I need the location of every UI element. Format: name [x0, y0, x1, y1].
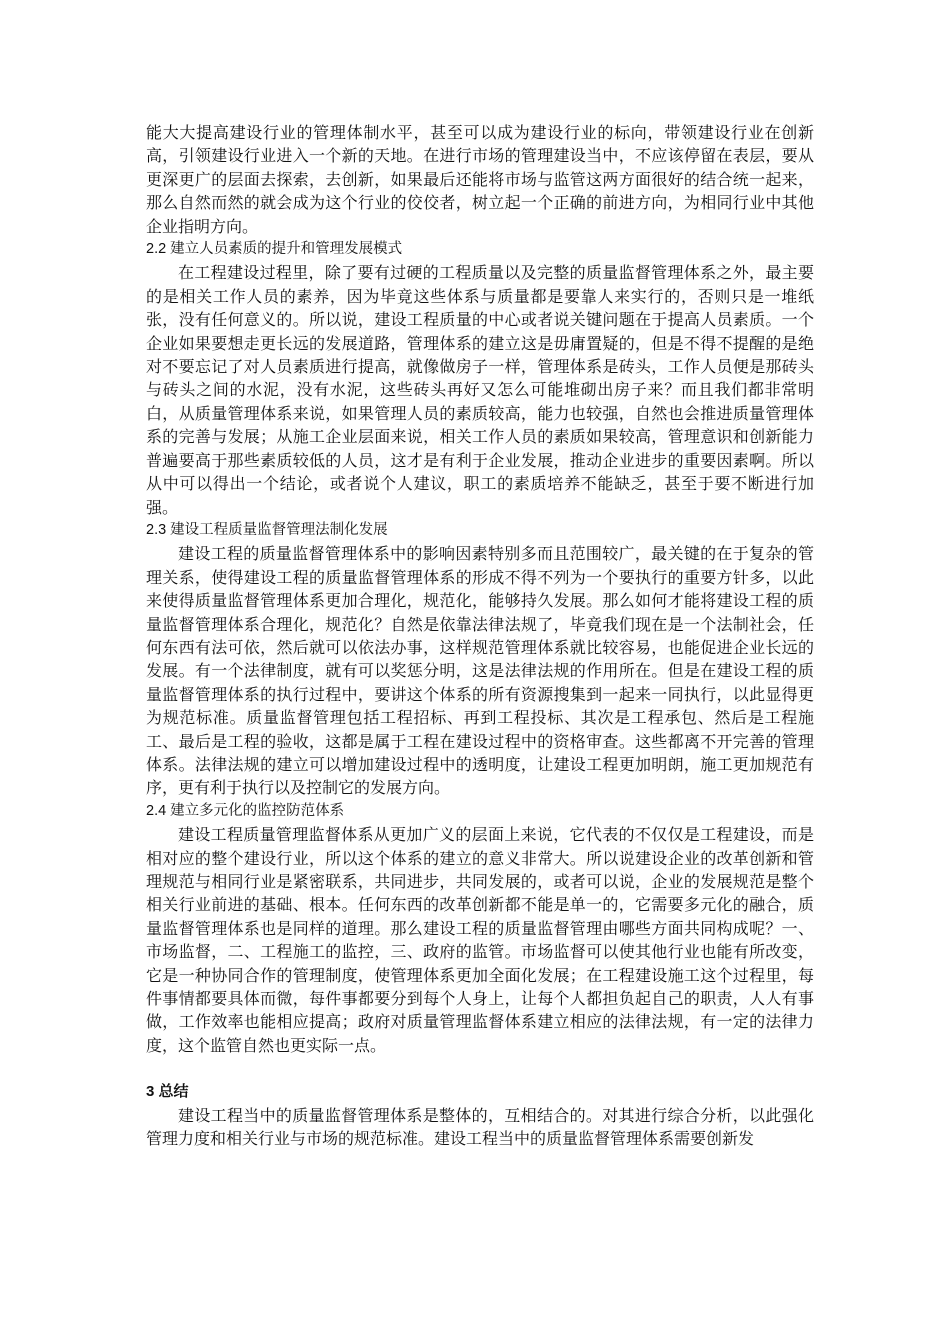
section-2-2: [146, 238, 814, 519]
section-body: 在工程建设过程里，除了要有过硬的工程质量以及完整的质量监督管理体系之外，最主要的是相关工作人员的素养，因为毕竟这些体系与质量都是要靠人来实行的，否则只是一堆纸张，没有任何意义的。所以说，建设工程质量的中心或者说关键问题在于提高人员素质。一个企业如果要想走更长远的发展道路，管理体系的建立这是毋庸置疑的，但是不得不提醒的是绝对不要忘记了对人员素质进行提高，就像做房子一样，管理体系是砖头，工作人员便是那砖头与砖头之间的水泥，没有水泥，这些砖头再好又怎么可能堆砌出房子来？而且我们都非常明白，从质量管理体系来说，如果管理人员的素质较高，能力也较强，自然也会推进质量管理体系的完善与发展；从施工企业层面来说，相关工作人员的素质如果较高，管理意识和创新能力普遍要高于那些素质较低的人员，这才是有利于企业发展，推动企业进步的重要因素啊。所以从中可以得出一个结论，或者说个人建议，职工的素质培养不能缺乏，甚至于要不断进行加强。: [146, 263, 814, 517]
section-heading: 2.3 建设工程质量监督管理法制化发展: [146, 521, 388, 538]
conclusion-section: [146, 1080, 814, 1150]
section-body: 建设工程质量管理监督体系从更加广义的层面上来说，它代表的不仅仅是工程建设，而是相对应的整个建设行业，所以这个体系的建立的意义非常大。所以说建设企业的改革创新和管理规范与相同行业是紧密联系，共同进步，共同发展的，或者可以说，企业的发展规范是整个相关行业前进的基础、根本。任何东西的改革创新都不能是单一的，它需要多元化的融合，质量监督管理体系也是同样的道理。那么建设工程的质量监督管理由哪些方面共同构成呢？一、市场监督，二、工程施工的监控，三、政府的监管。市场监督可以使其他行业也能有所改变，它是一种协同合作的管理制度，使管理体系更加全面化发展；在工程建设施工这个过程里，每件事情都要具体而微，每件事都要分到每个人身上，让每个人都担负起自己的职责，人人有事做，工作效率也能相应提高；政府对质量管理监督体系建立相应的法律法规，有一定的法律力度，这个监管自然也更实际一点。: [146, 825, 814, 1055]
document-page: [146, 121, 814, 1150]
section-heading: 2.2 建立人员素质的提升和管理发展模式: [146, 241, 403, 258]
section-2-3: [146, 519, 814, 800]
conclusion-title: 3 总结: [146, 1083, 189, 1101]
section-2-4: [146, 800, 814, 1057]
conclusion-body: 建设工程当中的质量监督管理体系是整体的，互相结合的。对其进行综合分析，以此强化管理力度和相关行业与市场的规范标准。建设工程当中的质量监督管理体系需要创新发: [146, 1105, 814, 1149]
section-body: 建设工程的质量监督管理体系中的影响因素特别多而且范围较广，最关键的在于复杂的管理关系，使得建设工程的质量监督管理体系的形成不得不列为一个要执行的重要方针多，以此来使得质量监督管理体系更加合理化，规范化，能够持久发展。那么如何才能将建设工程的质量监督管理体系合理化，规范化？自然是依靠法律法规了，毕竟我们现在是一个法制社会，任何东西有法可依，然后就可以依法办事，这样规范管理体系就比较容易，也能促进企业长远的发展。有一个法律制度，就有可以奖惩分明，这是法律法规的作用所在。但是在建设工程的质量监督管理体系的执行过程中，要讲这个体系的所有资源搜集到一起来一同执行，以此显得更为规范标准。质量监督管理包括工程招标、再到工程投标、其次是工程承包、然后是工程施工、最后是工程的验收，这都是属于工程在建设过程中的资格审查。这些都离不开完善的管理体系。法律法规的建立可以增加建设过程中的透明度，让建设工程更加明朗，施工更加规范有序，更有利于执行以及控制它的发展方向。: [146, 544, 814, 798]
section-heading: 2.4 建立多元化的监控防范体系: [146, 802, 345, 819]
intro-paragraph: 能大大提高建设行业的管理体制水平，甚至可以成为建设行业的标向，带领建设行业在创新高，引领建设行业进入一个新的天地。在进行市场的管理建设当中，不应该停留在表层，要从更深更广的层面去探索，去创新，如果最后还能将市场与监管这两方面很好的结合统一起来，那么自然而然的就会成为这个行业的佼佼者，树立起一个正确的前进方向，为相同行业中其他企业指明方向。: [146, 123, 814, 236]
